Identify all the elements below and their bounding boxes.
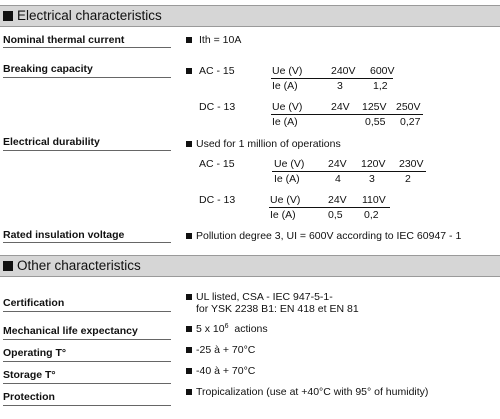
square-bullet-icon (186, 37, 192, 43)
label-operating-temperature: Operating T° (3, 347, 67, 359)
label-protection: Protection (3, 391, 55, 403)
breaking-ac-ue-1: 240V (331, 65, 356, 77)
durability-ac-name: AC - 15 (199, 158, 235, 170)
value-storage-temperature: -40 à + 70°C (196, 365, 256, 377)
durability-ac-ue-2: 120V (361, 158, 386, 170)
label-underline (3, 383, 171, 384)
breaking-ac-ie-1: 3 (337, 80, 343, 92)
section-header-electrical (0, 5, 500, 27)
square-bullet-icon (186, 294, 192, 300)
label-underline (3, 47, 171, 48)
label-breaking-capacity: Breaking capacity (3, 63, 93, 75)
square-bullet-icon (186, 141, 192, 147)
electrical-durability-note: Used for 1 million of operations (196, 138, 341, 150)
breaking-ac-ue-label: Ue (V) (272, 65, 303, 77)
durability-dc-ue-1: 24V (328, 194, 347, 206)
value-operating-temperature: -25 à + 70°C (196, 344, 256, 356)
label-nominal-thermal-current: Nominal thermal current (3, 34, 125, 46)
certification-line-1: UL listed, CSA - IEC 947-5-1- (196, 291, 333, 303)
breaking-ac-ie-label: Ie (A) (272, 80, 298, 92)
table-divider (269, 207, 390, 208)
durability-dc-ie-2: 0,2 (364, 209, 379, 221)
breaking-dc-ie-label: Ie (A) (272, 116, 298, 128)
value-protection: Tropicalization (use at +40°C with 95° of humidity) (196, 386, 429, 398)
table-divider (272, 171, 426, 172)
durability-dc-name: DC - 13 (199, 194, 236, 206)
section-title: Electrical characteristics (17, 8, 162, 23)
square-bullet-icon (186, 233, 192, 239)
section-title: Other characteristics (17, 258, 141, 273)
durability-dc-ie-1: 0,5 (328, 209, 343, 221)
durability-dc-ue-2: 110V (362, 194, 386, 206)
durability-ac-ue-label: Ue (V) (274, 158, 305, 170)
label-certification: Certification (3, 297, 65, 309)
durability-ac-ie-3: 2 (405, 173, 411, 185)
square-bullet-icon (3, 11, 13, 21)
table-divider (271, 114, 423, 115)
durability-ac-ie-2: 3 (369, 173, 375, 185)
value-mechanical-life (196, 323, 268, 335)
label-underline (3, 405, 171, 406)
breaking-dc-ue-3: 250V (396, 101, 421, 113)
square-bullet-icon (186, 389, 192, 395)
square-bullet-icon (186, 347, 192, 353)
durability-ac-ue-3: 230V (399, 158, 424, 170)
breaking-dc-name: DC - 13 (199, 101, 236, 113)
mechanical-life-exponent: 6 (224, 323, 229, 330)
label-underline (3, 150, 171, 151)
label-underline (3, 77, 171, 78)
durability-ac-ue-1: 24V (328, 158, 347, 170)
label-underline (3, 361, 171, 362)
breaking-ac-ie-2: 1,2 (373, 80, 388, 92)
label-rated-insulation-voltage: Rated insulation voltage (3, 229, 125, 241)
label-underline (3, 311, 171, 312)
mechanical-life-base: 5 x 10 (196, 323, 225, 335)
square-bullet-icon (186, 368, 192, 374)
section-header-other (0, 255, 500, 277)
table-divider (271, 78, 393, 79)
durability-dc-ue-label: Ue (V) (270, 194, 301, 206)
breaking-dc-ie-2: 0,55 (365, 116, 386, 128)
breaking-dc-ue-2: 125V (362, 101, 387, 113)
label-storage-temperature: Storage T° (3, 369, 56, 381)
breaking-ac-ue-2: 600V (370, 65, 395, 77)
label-mechanical-life: Mechanical life expectancy (3, 325, 138, 337)
value-rated-insulation-voltage: Pollution degree 3, UI = 600V according to IEC 60947 - 1 (196, 230, 462, 242)
breaking-dc-ue-1: 24V (331, 101, 350, 113)
breaking-ac-name: AC - 15 (199, 65, 235, 77)
certification-line-2: for YSK 2238 B1: EN 418 et EN 81 (196, 303, 359, 315)
value-nominal-thermal-current: Ith = 10A (199, 34, 242, 46)
durability-ac-ie-label: Ie (A) (274, 173, 300, 185)
durability-dc-ie-label: Ie (A) (270, 209, 296, 221)
label-underline (3, 339, 171, 340)
square-bullet-icon (3, 261, 13, 271)
durability-ac-ie-1: 4 (335, 173, 341, 185)
breaking-dc-ue-label: Ue (V) (272, 101, 303, 113)
square-bullet-icon (186, 326, 192, 332)
mechanical-life-suffix: actions (234, 323, 268, 335)
label-electrical-durability: Electrical durability (3, 136, 100, 148)
label-underline (3, 242, 171, 243)
square-bullet-icon (186, 68, 192, 74)
breaking-dc-ie-3: 0,27 (400, 116, 421, 128)
